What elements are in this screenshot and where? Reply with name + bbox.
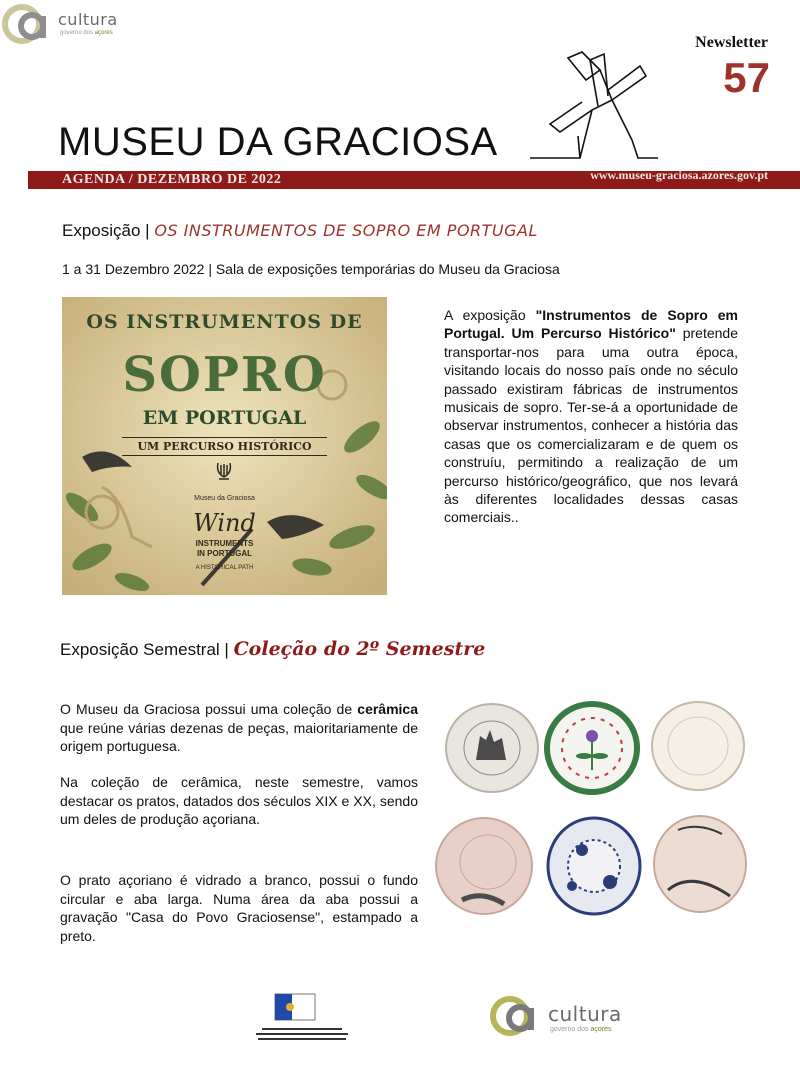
section1-title — [62, 221, 538, 241]
section2-title-prefix: Exposição Semestral | — [60, 640, 229, 659]
section1-title-highlight: OS INSTRUMENTOS DE SOPRO EM PORTUGAL — [154, 221, 538, 240]
azores-flag-icon — [242, 992, 362, 1048]
regional-government-emblem — [242, 992, 362, 1048]
logo-subtitle: governo dos açores — [60, 30, 113, 36]
plate-5 — [548, 818, 640, 914]
cultura-logo-top — [2, 4, 152, 44]
section2-paragraph-1: O Museu da Graciosa possui uma coleção de cerâmica que reúne várias dezenas de peças, maioritariamente de origem portuguesa. — [60, 701, 418, 754]
section1-bold-title: "Instrumentos de Sopro em Portugal. Um Percurso Histórico" — [444, 307, 739, 342]
ceramic-plates-photo — [432, 700, 752, 925]
poster-museum: Museu da Graciosa — [194, 495, 255, 502]
poster-line1: OS INSTRUMENTOS DE — [86, 311, 363, 333]
poster-en2: INSTRUMENTS — [195, 539, 254, 548]
plate-3 — [652, 702, 744, 790]
section1-description: A exposição "Instrumentos de Sopro em Portugal. Um Percurso Histórico" pretende transportar-nos para uma outra época, visitando locais do nosso país onde no século passado existiram fábricas de instrumentos musicais de sopro. Ter-se-á a oportunidade de observar instrumentos, conhecer a história das casas que os comercializaram e de quem os construíu, permitindo a realização de um percurso histórico/geográfico, que nos levará às diferentes localidades dessas casas comerciais.. — [444, 307, 739, 526]
newsletter-label: Newsletter — [695, 34, 768, 51]
cultura-logo-bottom — [490, 996, 640, 1036]
exhibition-poster — [62, 297, 387, 595]
section2-title — [60, 638, 485, 660]
plate-6 — [654, 816, 746, 912]
cultura-logo-icon-bottom — [490, 996, 546, 1036]
logo-wordmark-bottom: cultura — [548, 1002, 622, 1026]
cultura-logo-icon — [2, 4, 58, 44]
newsletter-number: 57 — [723, 54, 770, 101]
poster-en3: IN PORTUGAL — [196, 549, 253, 558]
section2-paragraph-2: Na coleção de cerâmica, neste semestre, vamos destacar os pratos, datados dos séculos XIX e XX, sendo um deles de produção açoriana. — [60, 774, 418, 827]
lyre-icon — [214, 461, 234, 483]
logo-wordmark: cultura — [58, 10, 118, 29]
section1-date-location: 1 a 31 Dezembro 2022 | Sala de exposições temporárias do Museu da Graciosa — [62, 261, 560, 277]
section2-title-highlight: Coleção do 2º Semestre — [233, 638, 486, 660]
poster-line4: UM PERCURSO HISTÓRICO — [122, 437, 327, 456]
agenda-heading: AGENDA / DEZEMBRO DE 2022 — [62, 172, 282, 187]
poster-line3: EM PORTUGAL — [142, 407, 307, 429]
website-link[interactable]: www.museu-graciosa.azores.gov.pt — [590, 168, 768, 182]
section2-paragraph-3: O prato açoriano é vidrado a branco, possui o fundo circular e aba larga. Numa área da aba possui a gravação "Casa do Povo Graciosense", estampado a preto. — [60, 872, 418, 944]
section1-title-prefix: Exposição | — [62, 221, 150, 240]
poster-line2: SOPRO — [122, 347, 327, 403]
poster-en1: Wind — [193, 509, 256, 537]
plate-2 — [547, 704, 637, 792]
museum-title: MUSEU DA GRACIOSA — [58, 120, 498, 164]
plate-1 — [446, 704, 538, 792]
logo-subtitle-bottom: governo dos açores — [550, 1026, 612, 1033]
windmill-icon — [520, 40, 660, 165]
plate-4 — [436, 818, 532, 914]
ceramica-bold: cerâmica — [357, 701, 418, 717]
poster-en4: A HISTORICAL PATH — [195, 565, 254, 571]
